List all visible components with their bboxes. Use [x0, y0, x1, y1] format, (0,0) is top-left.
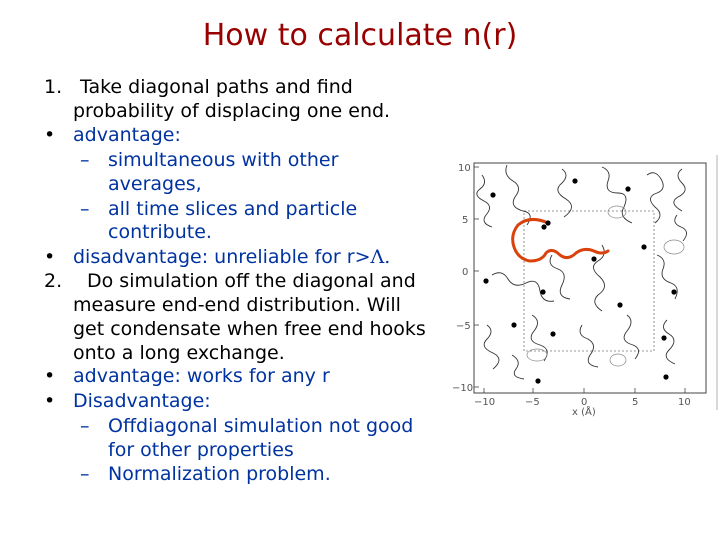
disadvantage-1 — [73, 245, 390, 269]
disadvantage-2-c: Normalization problem. — [108, 463, 331, 485]
bullet-icon: • — [44, 124, 56, 146]
item2-line-c: get condensate when free end hooks — [73, 318, 426, 340]
slide-title: How to calculate n(r) — [202, 18, 518, 53]
open-path-curve — [513, 219, 608, 261]
y-tick-label: 10 — [458, 163, 471, 174]
dash-icon: – — [80, 415, 90, 437]
x-tick-label: 5 — [632, 397, 639, 408]
lambda-symbol: Λ. — [370, 246, 391, 268]
x-tick-label: 10 — [678, 397, 691, 408]
item2-line-d: onto a long exchange. — [73, 342, 285, 364]
bullet-icon: • — [44, 365, 56, 387]
dash-icon: – — [80, 198, 90, 220]
item-number-2: 2. — [44, 270, 63, 292]
x-tick-label: 0 — [581, 397, 588, 408]
item1-line-b: probability of displacing one end. — [73, 100, 391, 122]
bullet-icon: • — [44, 390, 56, 412]
disadvantage-2-b: for other properties — [108, 439, 294, 461]
y-tick-label: 5 — [462, 215, 469, 226]
advantage-1-b: averages, — [108, 173, 202, 195]
x-axis-label: x (Å) — [572, 407, 596, 417]
dash-icon: – — [80, 463, 90, 485]
bullet-icon: • — [44, 246, 56, 268]
disadvantage-2-a: Offdiagonal simulation not good — [108, 415, 414, 437]
item2-line-b: measure end-end distribution. Will — [73, 294, 401, 316]
y-tick-label: 0 — [462, 267, 469, 278]
advantage-1-a: simultaneous with other — [108, 149, 339, 171]
advantage-1-d: contribute. — [108, 221, 212, 243]
y-tick-label: −10 — [452, 383, 474, 394]
x-tick-label: −10 — [474, 397, 496, 408]
disadvantage-1-text: disadvantage: unreliable for r> — [73, 246, 371, 268]
x-tick-label: −5 — [525, 397, 540, 408]
advantage-1-c: all time slices and particle — [108, 198, 358, 220]
item-number-1: 1. — [44, 76, 63, 98]
item1-line-a: Take diagonal paths and find — [80, 76, 353, 98]
item2-line-a: Do simulation off the diagonal and — [87, 270, 416, 292]
right-edge-divider — [716, 155, 718, 410]
y-tick-label: −5 — [456, 321, 471, 332]
advantage-2: advantage: works for any r — [73, 365, 330, 387]
path-snapshot-figure — [452, 155, 720, 417]
advantage-1-label: advantage: — [73, 124, 181, 146]
disadvantage-2-label: Disadvantage: — [73, 390, 211, 412]
dash-icon: – — [80, 149, 90, 171]
